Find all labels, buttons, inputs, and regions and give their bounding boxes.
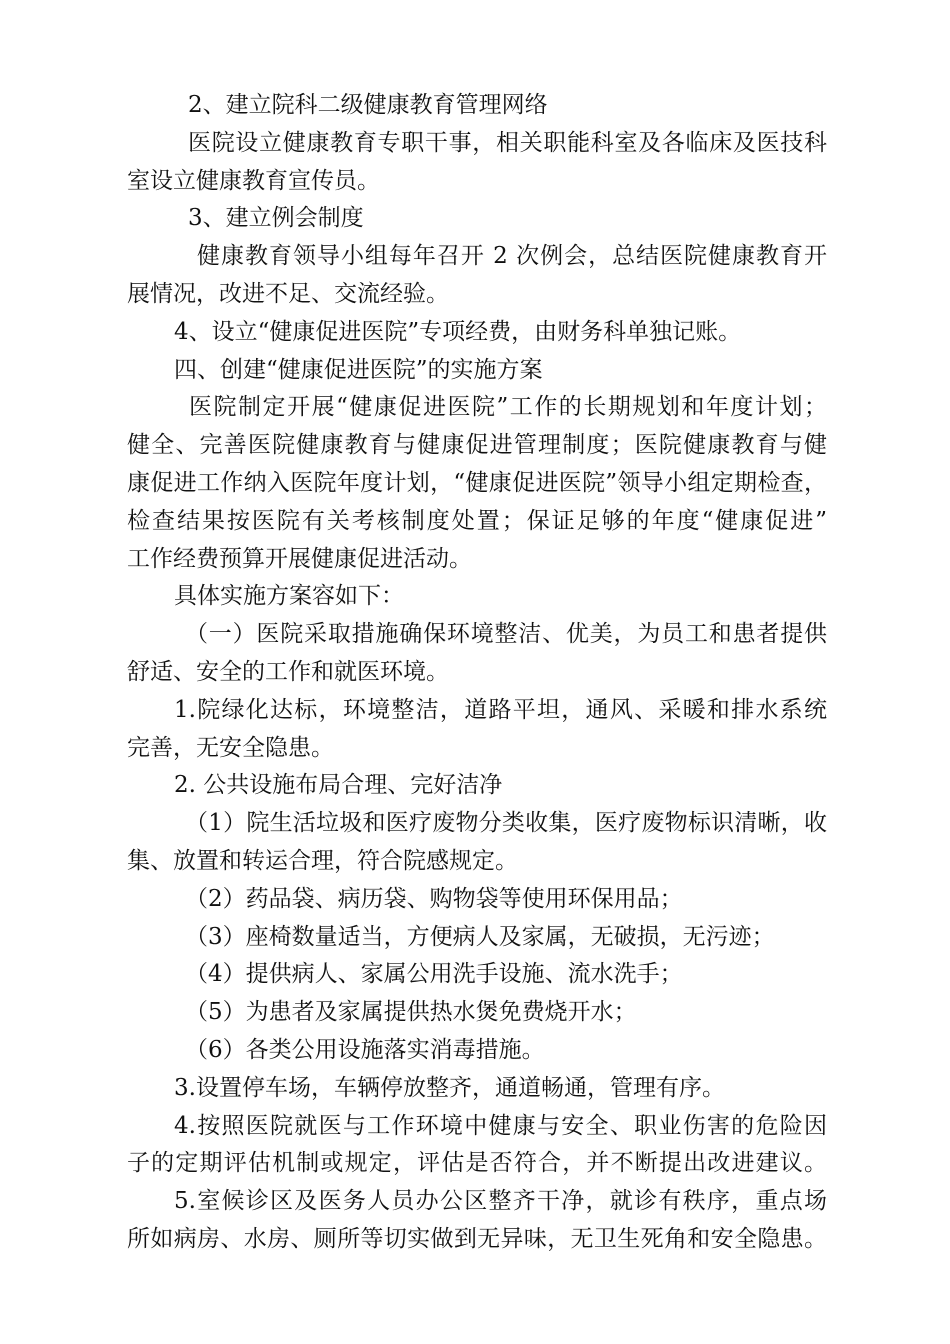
list-item: 5.室候诊区及医务人员办公区整齐干净，就诊有秩序，重点场 xyxy=(174,1188,827,1215)
paragraph-line: 集、放置和转运合理，符合院感规定。 xyxy=(127,847,518,874)
list-item: （1）院生活垃圾和医疗废物分类收集，医疗废物标识清晰，收 xyxy=(185,810,827,837)
heading-special-fund: 4、设立“健康促进医院”专项经费，由财务科单独记账。 xyxy=(174,318,742,345)
list-item: （6）各类公用设施落实消毒措施。 xyxy=(185,1036,545,1063)
list-item: （4）提供病人、家属公用洗手设施、流水洗手； xyxy=(185,961,683,988)
paragraph-line: 完善，无安全隐患。 xyxy=(127,734,334,761)
list-item: 2. 公共设施布局合理、完好洁净 xyxy=(174,772,503,799)
list-item: （5）为患者及家属提供热水煲免费烧开水； xyxy=(185,999,637,1026)
paragraph-line: 展情况，改进不足、交流经验。 xyxy=(127,280,449,307)
heading-level-network: 2、建立院科二级健康教育管理网络 xyxy=(188,92,548,118)
heading-meeting-system: 3、建立例会制度 xyxy=(188,205,364,232)
list-item: （3）座椅数量适当，方便病人及家属，无破损，无污迹； xyxy=(185,923,775,950)
section-heading-implementation: 四、创建“健康促进医院”的实施方案 xyxy=(174,356,543,383)
paragraph-line: 子的定期评估机制或规定，评估是否符合，并不断提出改进建议。 xyxy=(127,1150,827,1177)
paragraph-line: 康促进工作纳入医院年度计划，“健康促进医院”领导小组定期检查， xyxy=(127,469,827,496)
subsection-heading: （一）医院采取措施确保环境整洁、优美，为员工和患者提供 xyxy=(185,621,827,648)
list-item: （2）药品袋、病历袋、购物袋等使用环保用品； xyxy=(185,885,683,912)
paragraph-line: 舒适、安全的工作和就医环境。 xyxy=(127,658,449,685)
document-body xyxy=(127,87,827,1259)
list-item: 1.院绿化达标，环境整洁，道路平坦，通风、采暖和排水系统 xyxy=(174,696,827,723)
paragraph-line: 检查结果按医院有关考核制度处置；保证足够的年度“健康促进” xyxy=(127,507,827,534)
paragraph-line: 室设立健康教育宣传员。 xyxy=(127,167,380,194)
paragraph-line: 健全、完善医院健康教育与健康促进管理制度；医院健康教育与健 xyxy=(127,432,827,459)
list-item: 3.设置停车场，车辆停放整齐，通道畅通，管理有序。 xyxy=(174,1074,725,1101)
paragraph-line: 工作经费预算开展健康促进活动。 xyxy=(127,545,472,572)
paragraph-line: 医院设立健康教育专职干事，相关职能科室及各临床及医技科 xyxy=(188,129,827,156)
list-item: 4.按照医院就医与工作环境中健康与安全、职业伤害的危险因 xyxy=(174,1112,827,1139)
paragraph-line: 医院制定开展“健康促进医院”工作的长期规划和年度计划； xyxy=(189,394,827,421)
paragraph-line: 健康教育领导小组每年召开 2 次例会，总结医院健康教育开 xyxy=(197,243,827,270)
paragraph-line: 所如病房、水房、厕所等切实做到无异味，无卫生死角和安全隐患。 xyxy=(127,1225,827,1252)
paragraph-line: 具体实施方案容如下： xyxy=(174,583,404,610)
